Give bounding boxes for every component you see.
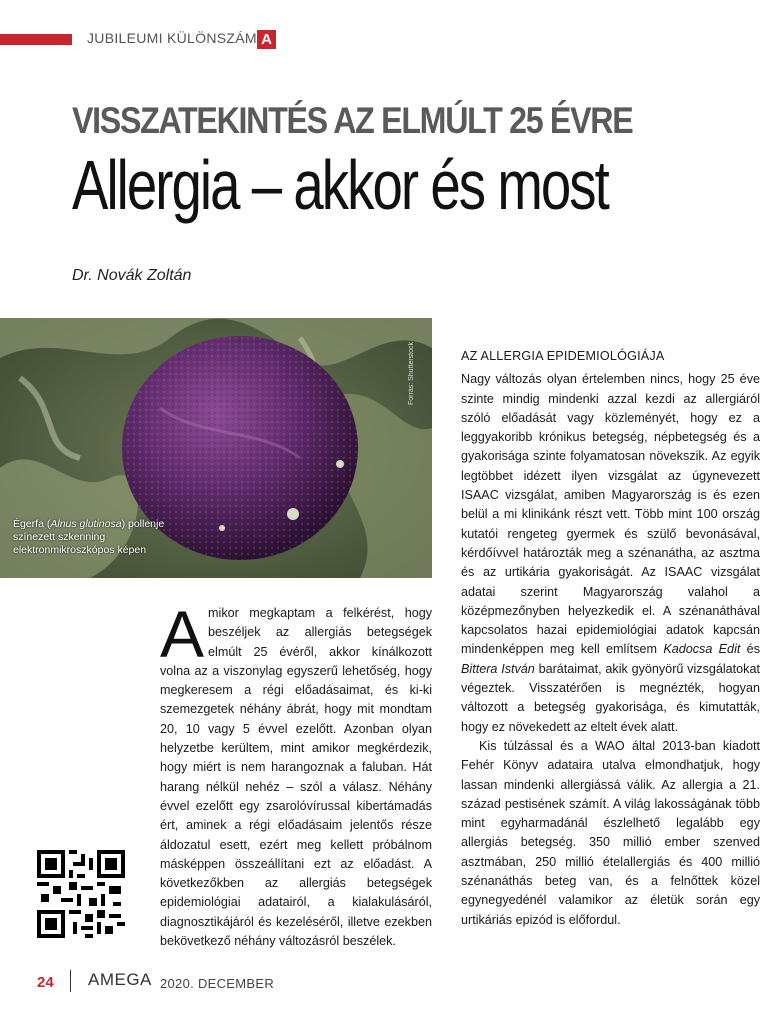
footer-divider xyxy=(70,970,71,992)
magazine-name: AMEGA xyxy=(88,970,152,989)
section-heading: AZ ALLERGIA EPIDEMIOLÓGIÁJA xyxy=(461,349,665,363)
photo-credit: Forrás: Shutterstock xyxy=(408,341,415,405)
header-accent-bar xyxy=(0,34,72,45)
article-title: Allergia – akkor és most xyxy=(72,146,608,224)
page-number: 24 xyxy=(37,974,54,991)
photo-caption: Égerfa (Alnus glutinosa) pollenje színezett szkenning elektronmikroszkópos képen xyxy=(13,518,165,556)
epidemiology-paragraph-2: Kis túlzással és a WAO által 2013-ban kiadott Fehér Könyv adataira utalva elmondhatjuk, hogy lassan mindenki allergiássá válik. Az allergia a 21. század pestisének számít. A világ lakosságának több mint egyharmadánál észlelhető legalább egy allergiás betegség. 350 millió ember szenved asztmában, 250 millió ételallergiás és 400 millió szénanáthás beteg van, és a felnőttek közel egynegyedénél valamikor az életük során egy urtikáriás epizód is előfordul. xyxy=(461,738,760,927)
section-label: JUBILEUMI KÜLÖNSZÁM xyxy=(87,30,257,46)
drop-cap: A xyxy=(160,597,205,671)
qr-code-icon[interactable] xyxy=(37,850,125,938)
article-kicker: VISSZATEKINTÉS AZ ELMÚLT 25 ÉVRE xyxy=(72,100,633,141)
magazine-logo-icon: A xyxy=(257,30,276,49)
article-author: Dr. Novák Zoltán xyxy=(72,267,192,284)
intro-paragraph: mikor megkaptam a felkérést, hogy beszéljek az allergiás betegségek elmúlt 25 évéről, akkor kínálkozott volna az a viszonylag egyszerű lehetőség, hogy megkeresem a régi előadásaimat, és ki-ki szemezgetek néhány ábrát, hogy mit mondtam 20, 10 vagy 5 évvel ezelőtt. Azonban olyan helyzetbe kerültem, mint amikor megkérdezik, hogy miért is nem harangoznak a faluban. Hát harang nélkül nehéz – szól a válasz. Néhány évvel ezelőtt egy zsarolóvírussal kibertámadás ért, aminek a régi előadásaim jelentős része áldozatul esett, ezért meg kellett próbálnom másképpen összeállítani ezt az előadást. A következőkben az allergiás betegségek epidemiológiai adatairól, a kialakulásáról, diagnosztikájáról és kezeléséről, illetve ezekben bekövetkező néhány változásról beszélek. xyxy=(160,606,432,949)
epidemiology-paragraph-1: Nagy változás olyan értelemben nincs, hogy 25 éve szinte mindig mindenki azzal kezdi az allergiáról szóló előadását vagy közleményét, hogy ez a leggyakoribb krónikus betegség, népbetegség és a gyakorisága szinte folyamatosan növekszik. Az egyik legtöbbet idézett ilyen vizsgálat az úgynevezett ISAAC vizsgálat, amiben Magyarország is és ezen belül a mi klinikánk részt vett. Több mint 100 ország kutatói rengeteg gyermek és szülő bevonásával, kérdőívvel határozták meg a szénanátha, az asztma és az urtikária gyakoriságát. Az ISAAC vizsgálat adatai szerint Magyarország valahol a középmezőnyben helyezkedik el. A szénanáthával kapcsolatos hazai epidemiológiai adatok kapcsán mindenképpen meg kell említsem Kadocsa Edit és Bittera István barátaimat, akik gyönyörű vizsgálatokat végeztek. Visszatérően is megnézték, hogyan változott a betegség gyakorisága, és kimutatták, hogy ez növekedett az eltelt évek alatt. xyxy=(461,372,760,734)
body-right-column xyxy=(461,347,760,930)
body-left-column xyxy=(160,597,432,951)
issue-date: 2020. DECEMBER xyxy=(160,976,275,991)
